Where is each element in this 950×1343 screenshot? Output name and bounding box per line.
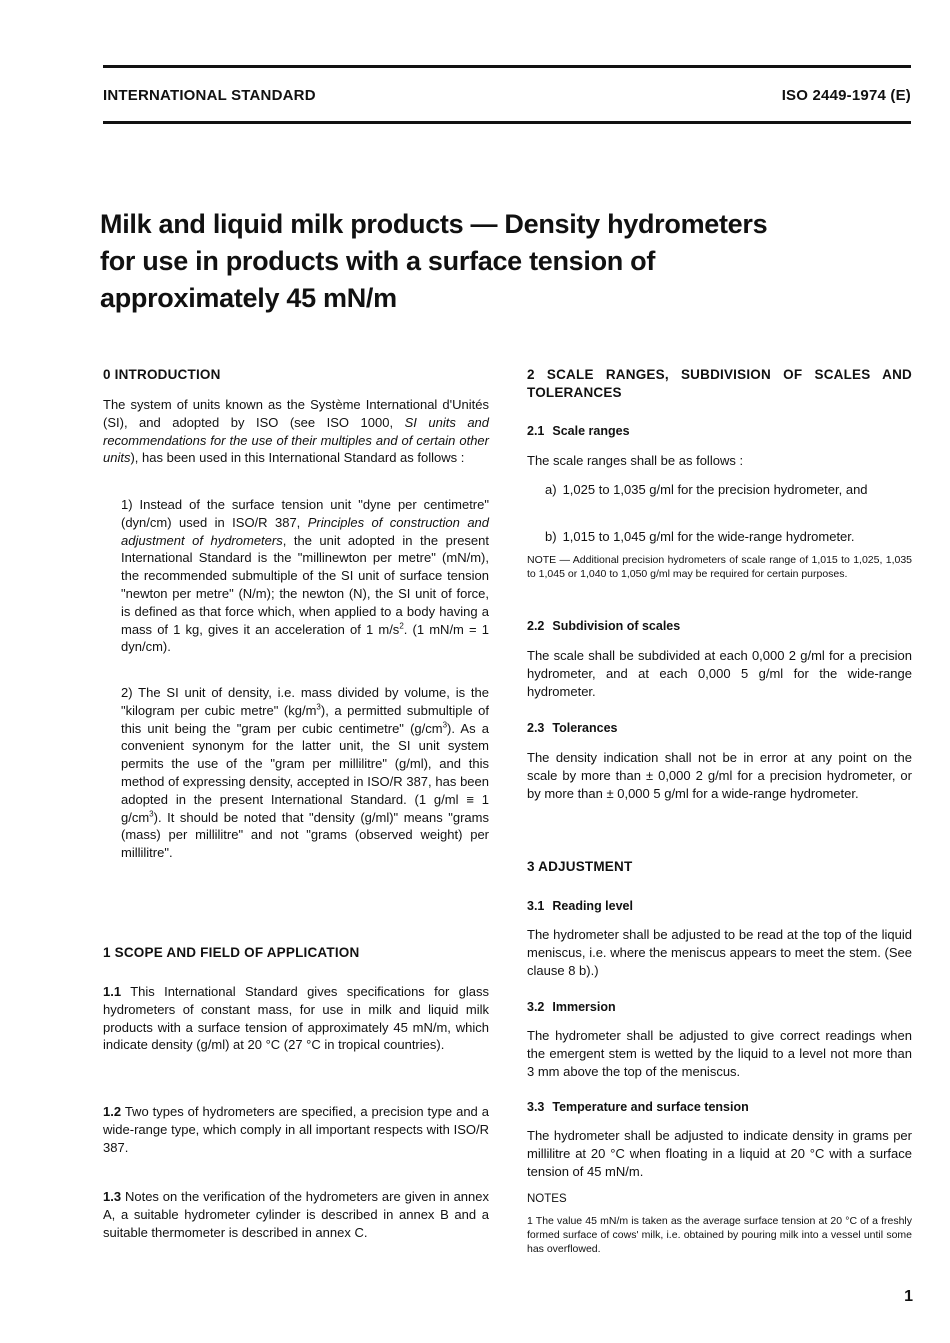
note-1: 1 The value 45 mN/m is taken as the average surface tension at 20 °C of a freshly formed surface of cows' milk, i.e. obtained by pouring milk into a vessel until some has overflowed. xyxy=(527,1215,912,1255)
scale-range-a-label: a) xyxy=(545,482,557,497)
item2-text-a: 2) The SI unit of density, i.e. mass divided by volume, is the "kilogram per cubic metre" (kg/m xyxy=(121,685,489,718)
page-number: 1 xyxy=(904,1288,913,1305)
clause-3-2-title: Immersion xyxy=(552,1000,616,1014)
item1-reference: Principles of construction and adjustment of hydrometers xyxy=(121,514,490,548)
clause-3-2-text: The hydrometer shall be adjusted to give correct readings when the emergent stem is wetted by the liquid to a level not more than 3 mm above the top of the meniscus. xyxy=(527,1028,912,1079)
clause-3-3-title: Temperature and surface tension xyxy=(552,1100,749,1114)
clause-2-1-number: 2.1 xyxy=(527,424,545,438)
scale-range-a-text: 1,025 to 1,035 g/ml for the precision hydrometer, and xyxy=(562,482,868,497)
clause-1-2-number: 1.2 xyxy=(103,1104,122,1119)
intro-item-2 xyxy=(103,684,489,862)
item2-text-b: ), a permitted submultiple of this unit being the "gram per cubic centimetre" (g/cm xyxy=(121,702,489,736)
page-title xyxy=(100,206,860,317)
title-line-1: Milk and liquid milk products — Density hydrometers xyxy=(100,209,768,239)
item2-superscript-1: 3 xyxy=(316,702,321,712)
clause-2-3-heading xyxy=(527,720,912,738)
item2-superscript-2: 3 xyxy=(442,720,448,730)
scale-range-b-text: 1,015 to 1,045 g/ml for the wide-range hydrometer. xyxy=(562,529,855,544)
clause-2-1-note: NOTE — Additional precision hydrometers of scale range of 1,015 to 1,025, 1,035 to 1,045 or 1,040 to 1,050 g/ml may be required for certain purposes. xyxy=(527,554,912,580)
clause-3-1-number: 3.1 xyxy=(527,899,545,913)
item1-text-b: , the unit adopted in the present International Standard is the "millinewton per metre" (mN/m), the recommended submultiple of the SI unit of surface tension "newton per metre" (N/m); the newton (N), the SI unit of force, is defined as that force which, when applied to a body having a mass of 1 kg, gives it an acceleration of 1 m/s xyxy=(121,532,490,637)
scale-range-b xyxy=(527,528,912,546)
intro-item-1 xyxy=(103,496,489,656)
item1-text-a: 1) Instead of the surface tension unit "dyne per centimetre" (dyn/cm) used in ISO/R 387, xyxy=(121,497,489,530)
intro-text-a: The system of units known as the Système International d'Unités (SI), and adopted by ISO (see ISO 1000, xyxy=(103,397,489,430)
header-standard-number: ISO 2449-1974 (E) xyxy=(781,87,911,104)
item1-text-c: . (1 mN/m = 1 dyn/cm). xyxy=(121,621,489,655)
clause-3-3-text: The hydrometer shall be adjusted to indicate density in grams per millilitre at 20 °C when floating in a liquid at 20 °C with a surface tension of 45 mN/m. xyxy=(527,1128,912,1179)
clause-2-1-title: Scale ranges xyxy=(552,424,630,438)
title-line-2: for use in products with a surface tension of xyxy=(100,246,656,276)
clause-1-1-number: 1.1 xyxy=(103,984,122,999)
section-0-heading: 0 INTRODUCTION xyxy=(103,367,221,382)
clause-2-3-number: 2.3 xyxy=(527,721,545,735)
clause-1-1-text: This International Standard gives specifications for glass hydrometers of constant mass, for use in milk and liquid milk products with a surface tension of approximately 45 mN/m, which indicate density (g/ml) at 20 °C (27 °C in tropical countries). xyxy=(103,984,489,1053)
notes-heading: NOTES xyxy=(527,1193,567,1205)
item2-text-c: ). As a convenient synonym for the latter unit, the SI unit system permits the use of the "gram per millilitre" (g/ml), and this method of expressing density, accepted in ISO/R 387, has been adopted in the present International Standard. (1 g/ml ≡ 1 g/cm xyxy=(121,720,489,825)
header-top-rule xyxy=(103,65,911,68)
clause-3-2-number: 3.2 xyxy=(527,1000,545,1014)
scale-range-a xyxy=(527,481,912,499)
title-line-3: approximately 45 mN/m xyxy=(100,283,397,313)
clause-1-3 xyxy=(103,1188,489,1241)
clause-2-2-text: The scale shall be subdivided at each 0,000 2 g/ml for a precision hydrometer, and at each 0,000 5 g/ml for the wide-range hydrometer. xyxy=(527,648,912,699)
clause-3-1-heading xyxy=(527,898,912,916)
clause-1-3-text: Notes on the verification of the hydrometers are given in annex A, a suitable hydrometer cylinder is described in annex B and a suitable thermometer is described in annex C. xyxy=(103,1189,489,1240)
clause-2-1-intro: The scale ranges shall be as follows : xyxy=(527,453,744,468)
clause-1-2-text: Two types of hydrometers are specified, a precision type and a wide-range type, which comply in all important respects with ISO/R 387. xyxy=(103,1104,489,1155)
header-bottom-rule xyxy=(103,121,911,124)
item2-text-d: ). It should be noted that "density (g/ml)" means "grams (mass) per millilitre" and not "grams (observed weight) per millilitre". xyxy=(121,809,489,861)
clause-2-3-text: The density indication shall not be in error at any point on the scale by more than ± 0,000 2 g/ml for a precision hydrometer, or by more than ± 0,000 5 g/ml for a wide-range hydrometer. xyxy=(527,750,912,801)
clause-3-1-text: The hydrometer shall be adjusted to be read at the top of the liquid meniscus, i.e. where the meniscus appears to meet the stem. (See clause 8 b).) xyxy=(527,927,912,978)
clause-3-3-number: 3.3 xyxy=(527,1100,545,1114)
clause-2-2-heading xyxy=(527,618,912,636)
clause-1-1 xyxy=(103,983,489,1054)
intro-text-b: ), has been used in this International Standard as follows : xyxy=(130,450,465,466)
section-3-heading: 3 ADJUSTMENT xyxy=(527,859,633,874)
clause-2-1-heading xyxy=(527,423,912,441)
item1-superscript: 2 xyxy=(399,621,404,631)
section-2-heading: 2 SCALE RANGES, SUBDIVISION OF SCALES AND TOLERANCES xyxy=(527,367,912,400)
intro-paragraph xyxy=(103,396,489,467)
intro-reference: SI units and recommendations for the use of their multiples and of certain other units xyxy=(103,414,490,466)
clause-2-2-title: Subdivision of scales xyxy=(552,619,681,633)
section-1-heading: 1 SCOPE AND FIELD OF APPLICATION xyxy=(103,945,360,960)
clause-3-1-title: Reading level xyxy=(552,899,633,913)
scale-range-b-label: b) xyxy=(545,529,557,544)
clause-3-2-heading xyxy=(527,999,912,1017)
clause-1-2 xyxy=(103,1103,489,1156)
clause-2-2-number: 2.2 xyxy=(527,619,545,633)
header-standard-type: INTERNATIONAL STANDARD xyxy=(103,87,316,104)
clause-1-3-number: 1.3 xyxy=(103,1189,122,1204)
item2-superscript-3: 3 xyxy=(149,809,154,819)
clause-2-3-title: Tolerances xyxy=(552,721,618,735)
clause-3-3-heading xyxy=(527,1099,912,1117)
